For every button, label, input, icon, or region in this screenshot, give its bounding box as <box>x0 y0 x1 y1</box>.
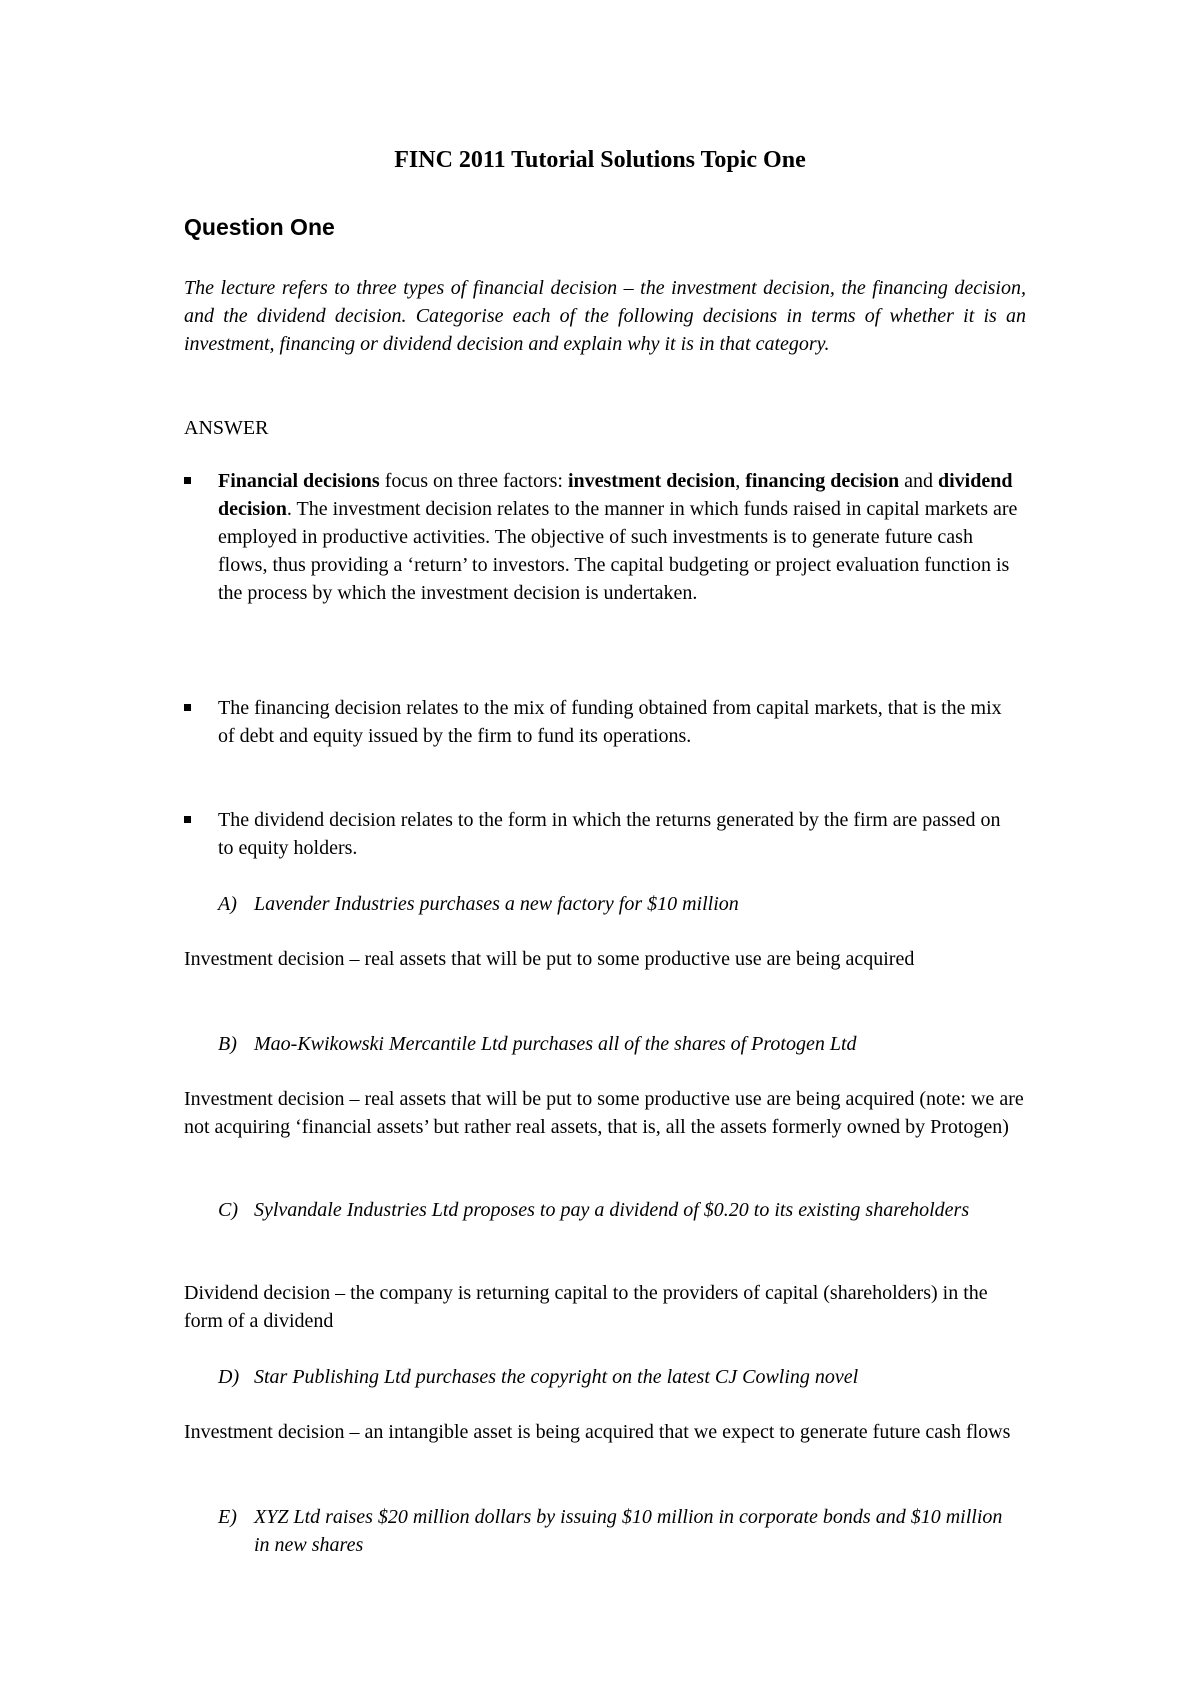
item-question-text: Mao-Kwikowski Mercantile Ltd purchases all of the shares of Protogen Ltd <box>254 1033 857 1055</box>
bullet-text: focus on three factors: <box>379 470 568 492</box>
item-question-d <box>218 1363 1018 1391</box>
item-question-c <box>218 1196 1018 1224</box>
item-question-text: Sylvandale Industries Ltd proposes to pay a dividend of $0.20 to its existing shareholders <box>254 1199 970 1221</box>
bullet-item-financing-decision <box>218 694 1018 750</box>
bullet-text: and <box>899 470 938 492</box>
bullet-text: The dividend decision relates to the form in which the returns generated by the firm are passed on to equity holders. <box>218 809 1001 859</box>
bullet-item-financial-decisions <box>218 467 1018 607</box>
item-letter: A) <box>218 893 237 915</box>
item-answer-d: Investment decision – an intangible asset is being acquired that we expect to generate future cash flows <box>184 1421 1011 1443</box>
bold-term: investment decision <box>567 470 736 492</box>
item-question-text: Star Publishing Ltd purchases the copyright on the latest CJ Cowling novel <box>254 1366 859 1388</box>
item-answer-a: Investment decision – real assets that will be put to some productive use are being acquired <box>184 948 915 970</box>
square-bullet-icon <box>184 704 191 711</box>
item-letter: E) <box>218 1506 237 1528</box>
item-question-text: XYZ Ltd raises $20 million dollars by issuing $10 million in corporate bonds and $10 million in new shares <box>254 1506 1003 1556</box>
bold-term: financing decision <box>745 470 900 492</box>
question-heading: Question One <box>184 214 335 240</box>
question-text: The lecture refers to three types of financial decision – the investment decision, the financing decision, and the dividend decision. Categorise each of the following decisions in terms of whether it is an investment, financing or dividend decision and explain why it is in that category. <box>184 277 1026 355</box>
bullet-text: , <box>735 470 746 492</box>
bullet-text: . The investment decision relates to the manner in which funds raised in capital markets are employed in productive activities. The objective of such investments is to generate future cash flows, thus providing a ‘return’ to investors. The capital budgeting or project evaluation function is the process by which the investment decision is undertaken. <box>218 498 1018 604</box>
square-bullet-icon <box>184 477 191 484</box>
item-letter: C) <box>218 1199 238 1221</box>
item-question-b <box>218 1030 1018 1058</box>
item-answer-b: Investment decision – real assets that will be put to some productive use are being acquired (note: we are not acquiring ‘financial assets’ but rather real assets, that is, all the assets formerly owned by Protogen) <box>184 1088 1024 1138</box>
square-bullet-icon <box>184 816 191 823</box>
item-letter: D) <box>218 1366 240 1388</box>
bullet-text: The financing decision relates to the mix of funding obtained from capital markets, that is the mix of debt and equity issued by the firm to fund its operations. <box>218 697 1002 747</box>
item-letter: B) <box>218 1033 237 1055</box>
bold-term: dividend decision <box>218 470 1013 520</box>
bullet-item-dividend-decision <box>218 806 1018 862</box>
item-question-text: Lavender Industries purchases a new factory for $10 million <box>254 893 739 915</box>
answer-label: ANSWER <box>184 417 269 439</box>
page-title: FINC 2011 Tutorial Solutions Topic One <box>394 147 806 173</box>
bold-term: Financial decisions <box>218 470 380 492</box>
item-answer-c: Dividend decision – the company is returning capital to the providers of capital (shareholders) in the form of a dividend <box>184 1282 988 1332</box>
item-question-e <box>218 1503 1018 1559</box>
item-question-a <box>218 890 1018 918</box>
